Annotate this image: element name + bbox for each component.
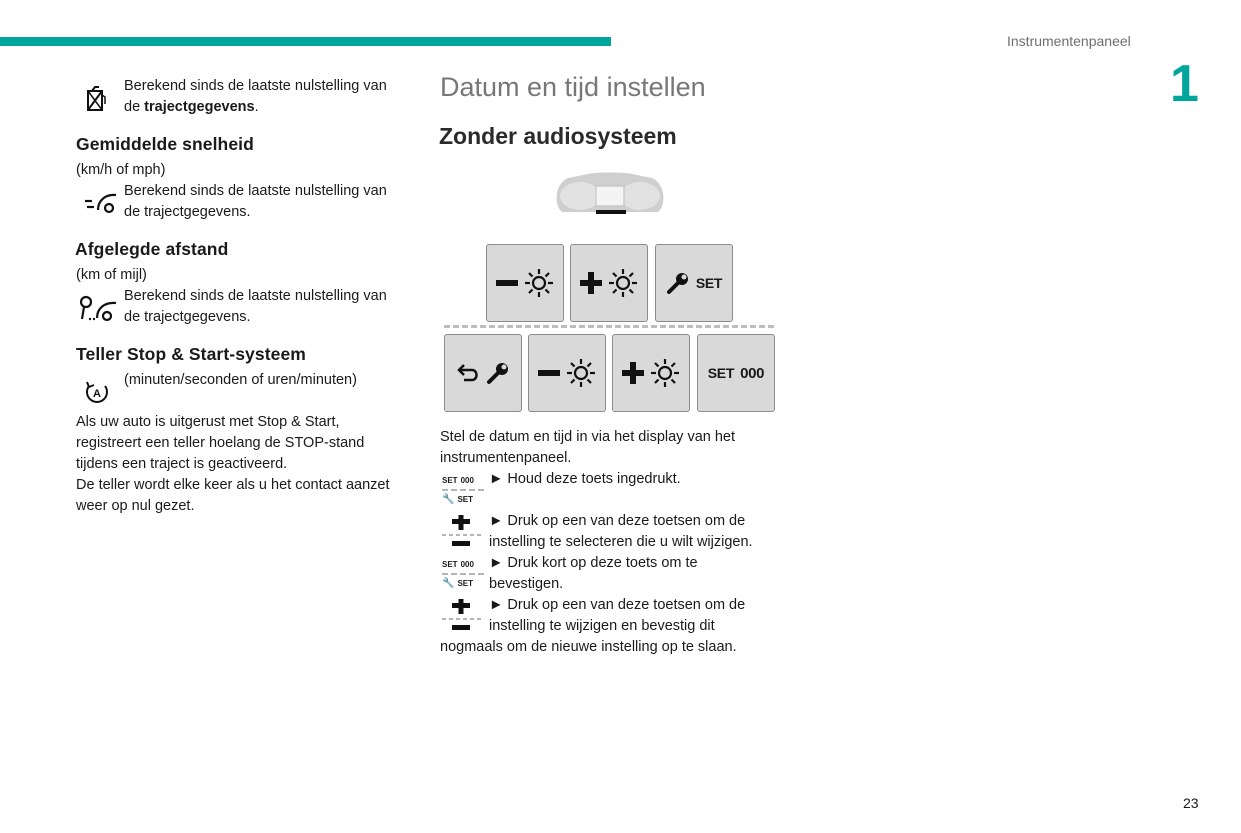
plus-icon bbox=[622, 362, 644, 384]
brightness-icon bbox=[650, 358, 680, 388]
stop-start-para-line: tijdens een traject is geactiveerd. bbox=[76, 456, 288, 472]
stop-start-para-line: weer op nul gezet. bbox=[76, 498, 195, 514]
speed-icon bbox=[84, 192, 120, 216]
trip-item-text bbox=[124, 76, 387, 118]
brightness-increase-button[interactable] bbox=[570, 244, 648, 322]
page-subtitle: Zonder audiosysteem bbox=[439, 123, 677, 149]
distance-unit: (km of mijl) bbox=[76, 267, 147, 283]
mini-set-label: SET bbox=[457, 579, 474, 588]
avg-speed-text bbox=[124, 181, 387, 223]
distance-text bbox=[124, 286, 387, 328]
trip-item-prefix: de bbox=[124, 99, 145, 115]
avg-speed-heading: Gemiddelde snelheid bbox=[76, 134, 254, 154]
set-label: SET bbox=[695, 275, 723, 291]
brightness-increase-button[interactable] bbox=[612, 334, 690, 412]
stop-start-para-line: Als uw auto is uitgerust met Stop & Start, bbox=[76, 414, 340, 430]
mini-set-value: 000 bbox=[460, 560, 474, 569]
instrument-panel-illustration bbox=[552, 170, 668, 221]
distance-icon bbox=[78, 295, 120, 323]
step-1 bbox=[489, 469, 681, 490]
set-keys-mini-icon: SET 000 🔧 SET bbox=[442, 558, 484, 590]
step-arrow: ► bbox=[489, 555, 504, 571]
step-arrow: ► bbox=[489, 513, 504, 529]
step-arrow: ► bbox=[489, 597, 504, 613]
minus-icon bbox=[538, 369, 560, 377]
step-2-line-2: instelling te selecteren die u wilt wijzigen. bbox=[489, 534, 753, 550]
step-3-line-1: Druk kort op deze toets om te bbox=[507, 555, 698, 571]
brightness-icon bbox=[566, 358, 596, 388]
trip-item-suffix: . bbox=[254, 99, 259, 115]
intro-line: instrumentenpaneel. bbox=[440, 450, 572, 466]
stop-start-icon bbox=[84, 378, 110, 406]
stop-start-para-line: registreert een teller hoelang de STOP-stand bbox=[76, 435, 365, 451]
mini-set-label: SET bbox=[442, 476, 458, 485]
instructions-intro bbox=[440, 427, 735, 469]
wrench-set-button[interactable] bbox=[655, 244, 733, 322]
step-2 bbox=[489, 511, 753, 553]
svg-text:A: A bbox=[93, 388, 101, 400]
mini-set-label: SET bbox=[457, 495, 474, 504]
distance-line-1: Berekend sinds de laatste nulstelling van bbox=[124, 288, 387, 304]
trip-item-line-1: Berekend sinds de laatste nulstelling van bbox=[124, 78, 387, 94]
page-number: 23 bbox=[1183, 795, 1199, 811]
plus-icon bbox=[580, 272, 602, 294]
step-3-line-2: bevestigen. bbox=[489, 576, 564, 592]
plus-minus-mini-icon bbox=[442, 599, 484, 638]
set-value: 000 bbox=[740, 364, 765, 382]
step-arrow: ► bbox=[489, 471, 504, 487]
stop-start-heading: Teller Stop & Start-systeem bbox=[76, 344, 306, 364]
key-row-divider bbox=[444, 325, 774, 328]
distance-line-2: de trajectgegevens. bbox=[124, 309, 251, 325]
intro-line: Stel de datum en tijd in via het display van het bbox=[440, 429, 736, 445]
fuel-pump-icon bbox=[84, 86, 108, 112]
plus-minus-mini-icon bbox=[442, 515, 484, 554]
brightness-decrease-button[interactable] bbox=[486, 244, 564, 322]
chapter-number: 1 bbox=[1170, 55, 1199, 113]
step-4-line-1: Druk op een van deze toetsen om de bbox=[507, 597, 746, 613]
minus-icon bbox=[496, 279, 518, 287]
step-2-line-1: Druk op een van deze toetsen om de bbox=[507, 513, 746, 529]
stop-start-para-line: De teller wordt elke keer als u het contact aanzet bbox=[76, 477, 390, 493]
mini-set-value: 000 bbox=[460, 476, 474, 485]
section-title: Instrumentenpaneel bbox=[1007, 33, 1131, 49]
brightness-icon bbox=[608, 268, 638, 298]
stop-start-unit: (minuten/seconden of uren/minuten) bbox=[124, 372, 357, 388]
mini-set-label: SET bbox=[442, 560, 458, 569]
set-000-button[interactable] bbox=[697, 334, 775, 412]
back-arrow-icon bbox=[456, 362, 480, 384]
brightness-icon bbox=[524, 268, 554, 298]
wrench-icon bbox=[666, 271, 690, 295]
step-4-line-3: nogmaals om de nieuwe instelling op te slaan. bbox=[440, 639, 737, 655]
distance-heading: Afgelegde afstand bbox=[75, 239, 229, 259]
step-1-line-1: Houd deze toets ingedrukt. bbox=[507, 471, 681, 487]
back-wrench-button[interactable] bbox=[444, 334, 522, 412]
step-4-line-2: instelling te wijzigen en bevestig dit bbox=[489, 618, 715, 634]
avg-speed-unit: (km/h of mph) bbox=[76, 162, 166, 178]
trip-item-bold: trajectgegevens bbox=[144, 99, 255, 115]
trip-item-line-2 bbox=[124, 97, 387, 118]
step-4 bbox=[489, 595, 745, 637]
stop-start-paragraph bbox=[76, 412, 390, 517]
wrench-icon bbox=[486, 361, 510, 385]
brightness-decrease-button[interactable] bbox=[528, 334, 606, 412]
set-label: SET bbox=[707, 365, 735, 381]
avg-speed-line-1: Berekend sinds de laatste nulstelling van bbox=[124, 183, 387, 199]
page-title: Datum en tijd instellen bbox=[440, 72, 706, 102]
step-3 bbox=[489, 553, 698, 595]
set-keys-mini-icon: SET 000 🔧 SET bbox=[442, 474, 484, 506]
avg-speed-line-2: de trajectgegevens. bbox=[124, 204, 251, 220]
accent-bar bbox=[0, 37, 611, 46]
